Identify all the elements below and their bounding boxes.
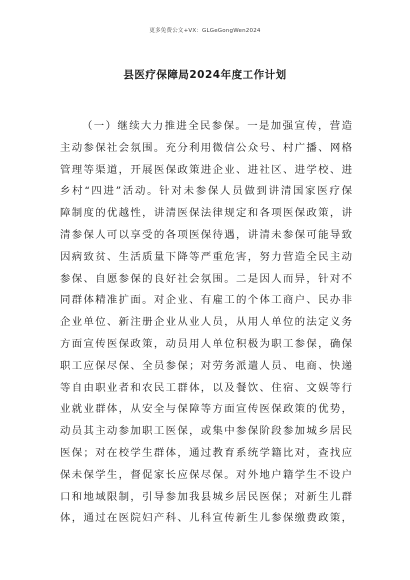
body-line: 等自由职业者和农民工群体，以及餐饮、住宿、文娱等行 bbox=[60, 381, 352, 394]
body-line: 方面宣传医保政策，动员用人单位积极为职工参保，确保 bbox=[60, 337, 352, 350]
body-line: 同群体精准扩面。对企业、有雇工的个体工商户、民办非 bbox=[60, 294, 352, 307]
body-line: 乡村“四进”活动。针对未参保人员做到讲清国家医疗保 bbox=[60, 185, 352, 198]
body-line: 清参保人可以享受的各项医保待遇，讲清未参保可能导致 bbox=[60, 228, 352, 241]
body-line: 体，通过在医院妇产科、儿科宣传新生儿参保缴费政策， bbox=[60, 512, 352, 525]
body-line: 障制度的优越性，讲清医保法律规定和各项医保政策，讲 bbox=[60, 207, 352, 220]
body-line: 职工应保尽保、全员参保；对劳务派遣人员、电商、快递 bbox=[60, 359, 352, 372]
body-line: 管理等渠道，开展医保政策进企业、进社区、进学校、进 bbox=[60, 163, 352, 176]
body-line: 业就业群体，从安全与保障等方面宣传医保政策的优势， bbox=[60, 403, 352, 416]
body-line: 参保、自愿参保的良好社会氛围。二是因人而异，针对不 bbox=[60, 272, 352, 285]
page-header-note: 更多免费公文+VX：GLGeGongWen2024 bbox=[149, 28, 261, 34]
document-body bbox=[60, 116, 352, 530]
body-line: 主动参保社会氛围。充分利用微信公众号、村广播、网格 bbox=[60, 141, 352, 154]
body-line: （一）继续大力推进全民参保。一是加强宣传，营造 bbox=[82, 120, 352, 132]
body-line: 保未保学生，督促家长应保尽保。对外地户籍学生不设户 bbox=[60, 468, 352, 481]
body-line: 动员其主动参加职工医保，或集中参保阶段参加城乡居民 bbox=[60, 425, 352, 438]
body-line: 医保；对在校学生群体，通过教育系统学籍比对，查找应 bbox=[60, 446, 352, 459]
body-line: 口和地域限制，引导参加我县城乡居民医保；对新生儿群 bbox=[60, 490, 352, 503]
body-line: 因病致贫、生活质量下降等严重危害，努力营造全民主动 bbox=[60, 250, 352, 263]
document-title: 县医疗保障局2024年度工作计划 bbox=[123, 69, 287, 81]
body-line: 企业单位、新注册企业从业人员，从用人单位的法定义务 bbox=[60, 316, 352, 329]
